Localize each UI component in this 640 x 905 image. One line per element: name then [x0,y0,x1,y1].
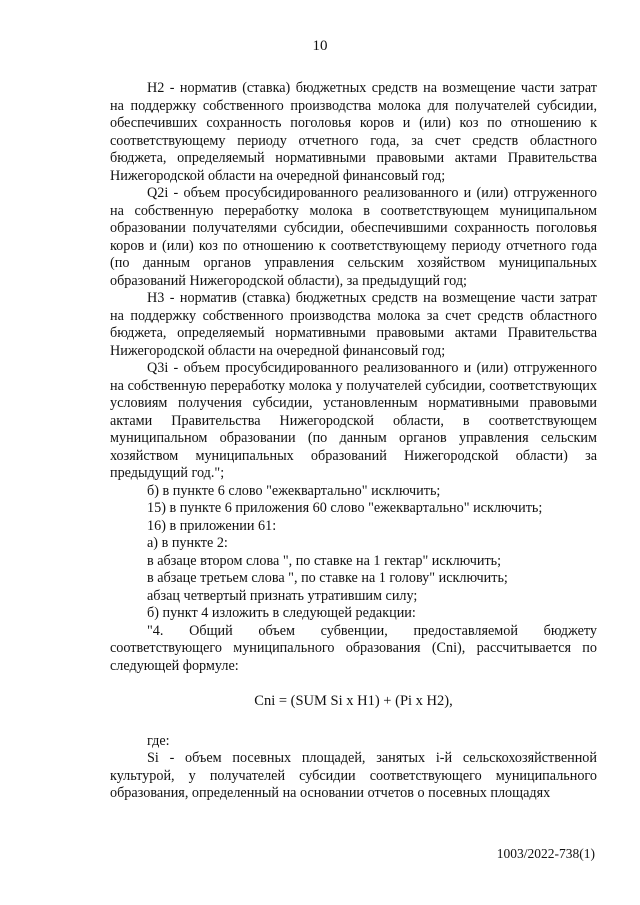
paragraph-abzac-2: в абзаце втором слова ", по ставке на 1 гектар" исключить; [147,552,502,569]
paragraph-item-15: 15) в пункте 6 приложения 60 слово "ежеквартально" исключить; [147,500,543,516]
page-number: 10 [312,38,328,54]
paragraph-item-a: а) в пункте 2: [147,535,228,551]
paragraph-item-b-point4: б) пункт 4 изложить в следующей редакции: [147,605,416,621]
paragraph-point4-text: "4. Общий объем субвенции, предоставляемой бюджету соответствующего муниципального образования (Cni), рассчитывается по следующей формуле: [110,622,597,674]
formula: Cni = (SUM Si х Н1) + (Pi х Н2), [254,693,453,709]
paragraph-si: Si - объем посевных площадей, занятых i-й сельскохозяйственной культурой, у получателей субсидии соответствующего муниципального образования, определенный на основании отчетов о посевных площадях [110,750,597,801]
paragraph-n2: Н2 - норматив (ставка) бюджетных средств на возмещение части затрат на поддержку собственного производства молока для получателей субсидии, обеспечивших сохранность поголовья коров и (или) коз по отношению к соответствующему периоду отчетного года, за счет средств областного бюджета, определяемый нормативными правовыми актами Правительства Нижегородской области на очередной финансовый год; [110,80,597,184]
document-code: 1003/2022-738(1) [496,846,595,861]
paragraph-n3: Н3 - норматив (ставка) бюджетных средств на возмещение части затрат на поддержку собственного производства молока за счет средств областного бюджета, определяемый нормативными правовыми актами Правительства Нижегородской области на очередной финансовый год; [110,290,597,359]
paragraph-abzac-4: абзац четвертый признать утратившим силу; [147,587,418,604]
paragraph-item-16: 16) в приложении 61: [147,517,277,534]
paragraph-item-b-point6: б) в пункте 6 слово "ежеквартально" исключить; [147,482,441,499]
paragraph-where: где: [147,732,170,749]
paragraph-q2i: Q2i - объем просубсидированного реализованного и (или) отгруженного на собственную переработку молока в соответствующем муниципальном образовании получателями субсидии, обеспечившими сохранность поголовья коров и (или) коз по отношению к соответствующему периоду отчетного года (по данным органов управления сельским хозяйством муниципальных образований Нижегородской области), за предыдущий год; [110,185,597,289]
document-body [110,80,597,803]
paragraph-abzac-3: в абзаце третьем слова ", по ставке на 1 голову" исключить; [147,570,508,586]
paragraph-q3i: Q3i - объем просубсидированного реализованного и (или) отгруженного на собственную переработку молока у получателей субсидии, соответствующих условиям получения субсидии, установленным нормативными правовыми актами Правительства Нижегородской области, в соответствующем муниципальном образовании (по данным органов управления сельским хозяйством муниципальных образований Нижегородской области) за предыдущий год."; [110,360,597,481]
